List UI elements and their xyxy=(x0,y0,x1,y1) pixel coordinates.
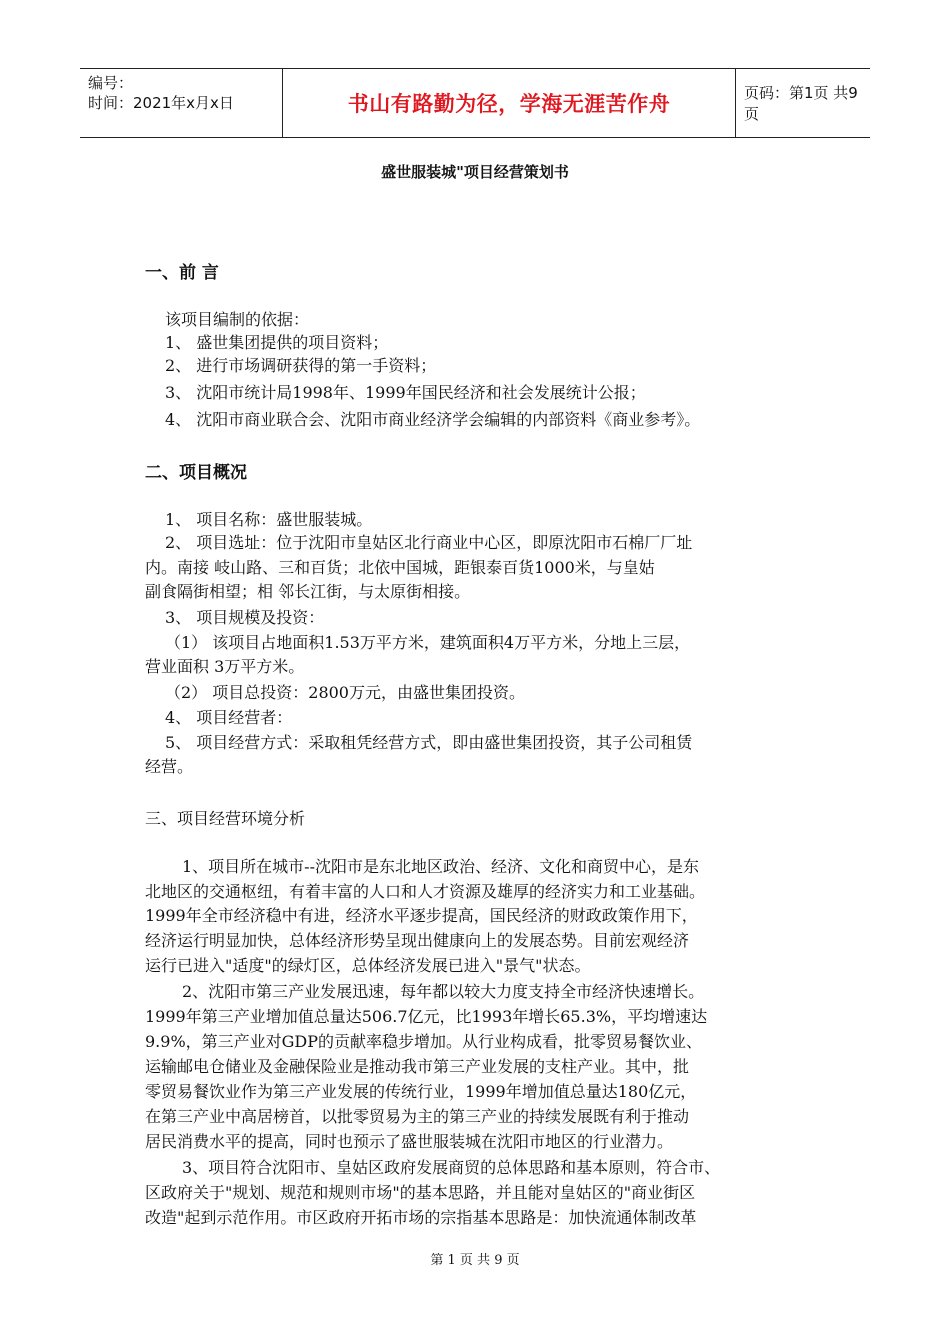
environment-line: 1、项目所在城市--沈阳市是东北地区政治、经济、文化和商贸中心，是东 xyxy=(182,857,699,876)
document-title: 盛世服装城"项目经营策划书 xyxy=(381,163,569,181)
environment-line: 2、沈阳市第三产业发展迅速，每年都以较大力度支持全市经济快速增长。 xyxy=(182,982,705,1001)
environment-line: 居民消费水平的提高，同时也预示了盛世服装城在沈阳市地区的行业潜力。 xyxy=(145,1132,674,1151)
environment-line: 北地区的交通枢纽，有着丰富的人口和人才资源及雄厚的经济实力和工业基础。 xyxy=(145,882,706,901)
overview-line: 3、 项目规模及投资： xyxy=(165,608,325,627)
environment-line: 改造"起到示范作用。市区政府开拓市场的宗指基本思路是：加快流通体制改革 xyxy=(145,1208,697,1227)
environment-line: 在第三产业中高居榜首，以批零贸易为主的第三产业的持续发展既有利于推动 xyxy=(145,1107,690,1126)
page-header xyxy=(80,68,870,138)
preface-line: 1、 盛世集团提供的项目资料； xyxy=(165,333,389,352)
overview-line: 4、 项目经营者： xyxy=(165,708,293,727)
header-page-info: 页码：第1页 共9页 xyxy=(744,84,858,123)
environment-line: 1999年全市经济稳中有进，经济水平逐步提高，国民经济的财政政策作用下， xyxy=(145,906,698,925)
overview-line: 5、 项目经营方式：采取租凭经营方式，即由盛世集团投资，其子公司租赁 xyxy=(165,733,693,752)
preface-line: 2、 进行市场调研获得的第一手资料； xyxy=(165,356,437,375)
preface-line: 4、 沈阳市商业联合会、沈阳市商业经济学会编辑的内部资料《商业参考》。 xyxy=(165,410,701,429)
environment-line: 3、项目符合沈阳市、皇姑区政府发展商贸的总体思路和基本原则，符合市、 xyxy=(182,1158,721,1177)
environment-line: 运行已进入"适度"的绿灯区，总体经济发展已进入"景气"状态。 xyxy=(145,956,591,975)
environment-line: 零贸易餐饮业作为第三产业发展的传统行业，1999年增加值总量达180亿元， xyxy=(145,1082,697,1101)
environment-line: 区政府关于"规划、规范和规则市场"的基本思路，并且能对皇姑区的"商业街区 xyxy=(145,1183,696,1202)
environment-line: 经济运行明显加快，总体经济形势呈现出健康向上的发展态势。目前宏观经济 xyxy=(145,931,690,950)
overview-line: 副食隔街相望；相 邻长江街，与太原街相接。 xyxy=(145,582,471,601)
environment-line: 运输邮电仓储业及金融保险业是推动我市第三产业发展的支柱产业。其中，批 xyxy=(145,1057,690,1076)
section-heading-environment: 三、项目经营环境分析 xyxy=(145,809,306,828)
section-heading-preface: 一、前 言 xyxy=(145,263,219,283)
page-footer: 第 1 页 共 9 页 xyxy=(430,1253,520,1268)
time-label: 时间：2021年x月x日 xyxy=(88,94,234,112)
overview-line: 经营。 xyxy=(145,757,194,776)
overview-line: （2） 项目总投资：2800万元，由盛世集团投资。 xyxy=(165,683,525,702)
number-label: 编号： xyxy=(88,74,134,92)
header-meta xyxy=(80,69,282,137)
preface-line: 该项目编制的依据： xyxy=(165,310,310,329)
preface-line: 3、 沈阳市统计局1998年、1999年国民经济和社会发展统计公报； xyxy=(165,383,646,402)
environment-line: 1999年第三产业增加值总量达506.7亿元，比1993年增长65.3%，平均增速达 xyxy=(145,1007,708,1026)
environment-line: 9.9%，第三产业对GDP的贡献率稳步增加。从行业构成看，批零贸易餐饮业、 xyxy=(145,1032,703,1051)
header-motto: 书山有路勤为径，学海无涯苦作舟 xyxy=(282,69,736,137)
overview-line: 内。南接 岐山路、三和百货；北依中国城，距银泰百货1000米，与皇姑 xyxy=(145,558,655,577)
overview-line: 1、 项目名称：盛世服装城。 xyxy=(165,510,373,529)
overview-line: 营业面积 3万平方米。 xyxy=(145,657,305,676)
overview-line: 2、 项目选址：位于沈阳市皇姑区北行商业中心区，即原沈阳市石棉厂厂址 xyxy=(165,533,693,552)
section-heading-overview: 二、项目概况 xyxy=(145,463,247,483)
overview-line: （1） 该项目占地面积1.53万平方米，建筑面积4万平方米，分地上三层， xyxy=(165,633,691,652)
